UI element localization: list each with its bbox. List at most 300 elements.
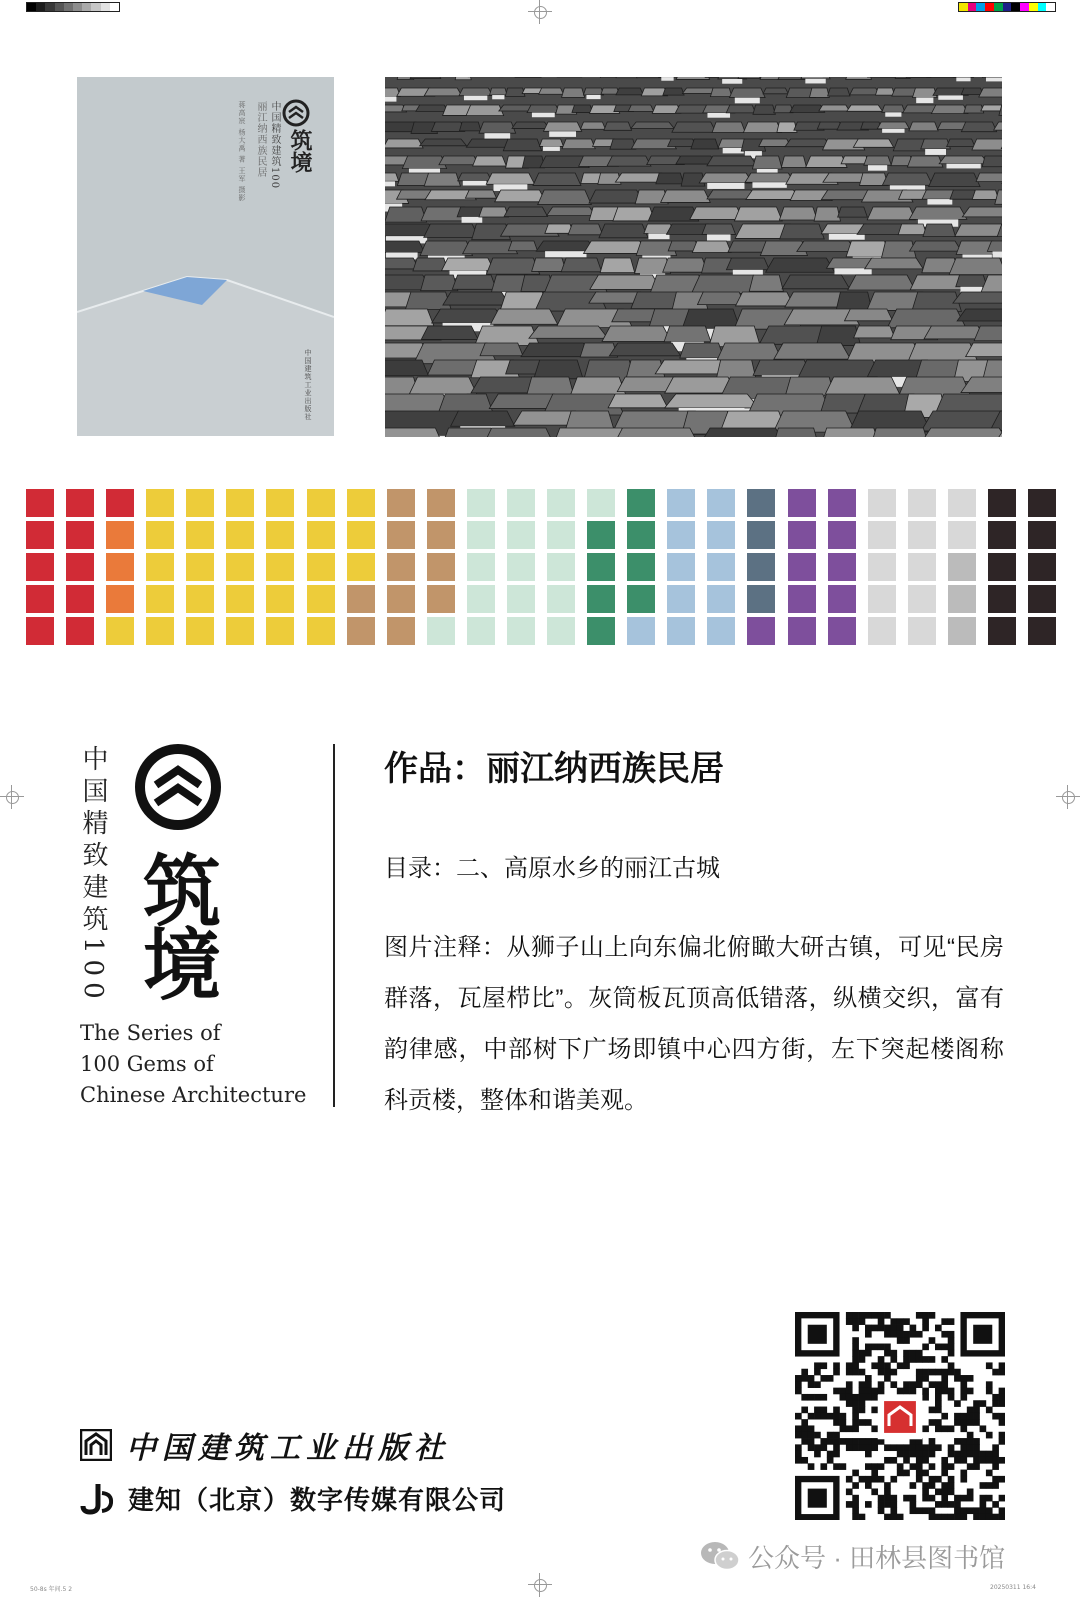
qr-module <box>814 1362 821 1369</box>
qr-module <box>929 1356 936 1363</box>
qr-module <box>890 1507 897 1514</box>
qr-module <box>999 1495 1005 1502</box>
qr-module <box>852 1362 859 1369</box>
roof-tile <box>749 275 783 291</box>
color-step <box>976 3 985 11</box>
qr-module <box>884 1375 891 1382</box>
roof-tile <box>562 139 595 149</box>
qr-module <box>903 1331 910 1338</box>
palette-column <box>507 489 535 645</box>
qr-module <box>922 1312 929 1319</box>
qr-module <box>852 1337 859 1344</box>
qr-module <box>903 1356 910 1363</box>
qr-module <box>980 1495 987 1502</box>
roof-tile <box>608 394 668 408</box>
series-vertical-title: 中国精致建筑100 <box>78 745 108 1005</box>
series-logo-name: 筑境 <box>130 850 221 998</box>
gray-step <box>82 3 91 11</box>
palette-swatch <box>547 521 575 549</box>
qr-module <box>929 1419 936 1426</box>
qr-module <box>808 1413 815 1420</box>
qr-module <box>986 1362 993 1369</box>
roof-tile <box>512 122 549 128</box>
qr-module <box>852 1501 859 1508</box>
qr-module <box>960 1470 967 1477</box>
qr-module <box>999 1413 1005 1420</box>
qr-module <box>871 1470 878 1477</box>
palette-swatch <box>868 489 896 517</box>
qr-module <box>941 1381 948 1388</box>
vertical-divider <box>333 744 335 1107</box>
palette-swatch <box>467 489 495 517</box>
qr-module <box>954 1451 961 1458</box>
roof-tile <box>779 207 817 220</box>
roof-tile <box>801 77 830 79</box>
palette-swatch <box>1028 553 1056 581</box>
qr-module <box>973 1507 980 1514</box>
roof-tile <box>663 258 708 272</box>
qr-module <box>878 1381 885 1388</box>
palette-swatch <box>547 553 575 581</box>
palette-swatch <box>347 553 375 581</box>
roof-tile <box>699 173 752 183</box>
table-of-contents-line: 目录：二、高原水乡的丽江古城 <box>384 855 720 882</box>
palette-column <box>307 489 335 645</box>
registration-mark-right <box>1056 785 1080 809</box>
palette-swatch <box>226 585 254 613</box>
qr-module <box>814 1444 821 1451</box>
qr-module <box>910 1331 917 1338</box>
qr-module <box>833 1369 840 1376</box>
qr-module <box>840 1388 847 1395</box>
photo-caption: 图片注释：从狮子山上向东偏北俯瞰大研古镇，可见“民房群落，瓦屋栉比”。灰筒板瓦顶高低错落，纵横交织，富有韵律感，中部树下广场即镇中心四方街，左下突起楼阁称科贡楼，整体和谐美观。 <box>384 934 1004 1114</box>
qr-module <box>916 1350 923 1357</box>
roof-tile <box>819 105 850 111</box>
gray-step <box>64 3 73 11</box>
palette-column <box>868 489 896 645</box>
roof-tile <box>483 428 554 437</box>
qr-module <box>910 1444 917 1451</box>
roof-tile <box>538 190 592 205</box>
qr-module <box>922 1495 929 1502</box>
roof-tile <box>458 173 492 181</box>
qr-module <box>827 1438 834 1445</box>
qr-module <box>992 1482 999 1489</box>
palette-swatch <box>186 617 214 645</box>
roof-tile <box>766 258 835 272</box>
qr-module <box>827 1451 834 1458</box>
palette-swatch <box>868 617 896 645</box>
qr-module <box>833 1388 840 1395</box>
qr-module <box>865 1394 872 1401</box>
qr-module <box>897 1337 904 1344</box>
qr-module <box>871 1438 878 1445</box>
gray-step <box>91 3 100 11</box>
qr-module <box>903 1350 910 1357</box>
qr-module <box>973 1413 980 1420</box>
qr-module <box>960 1495 967 1502</box>
roof-tile <box>664 326 711 342</box>
palette-swatch <box>988 617 1016 645</box>
palette-swatch <box>66 585 94 613</box>
roof-tile <box>700 428 786 437</box>
palette-swatch <box>427 553 455 581</box>
color-step <box>1003 3 1012 11</box>
qr-module <box>967 1407 974 1414</box>
roof-tile <box>923 224 956 237</box>
white-wall <box>707 234 731 240</box>
palette-swatch <box>387 585 415 613</box>
qr-module <box>795 1457 802 1464</box>
palette-swatch <box>387 553 415 581</box>
qr-module <box>897 1451 904 1458</box>
qr-module <box>973 1419 980 1426</box>
roof-tile <box>602 326 671 341</box>
palette-swatch <box>788 585 816 613</box>
qr-module <box>986 1482 993 1489</box>
roof-tile <box>887 309 966 328</box>
qr-module <box>840 1463 847 1470</box>
qr-module <box>903 1451 910 1458</box>
cover-authors: 蒋高宸 杨大禹 著 王军 摄影 <box>238 101 246 202</box>
roof-tile <box>797 241 856 252</box>
qr-module <box>865 1312 872 1319</box>
qr-module <box>954 1419 961 1426</box>
qr-module <box>916 1375 923 1382</box>
qr-module <box>808 1375 815 1382</box>
qr-module <box>865 1375 872 1382</box>
qr-module <box>935 1419 942 1426</box>
qr-module <box>960 1425 967 1432</box>
palette-swatch <box>788 521 816 549</box>
qr-module <box>935 1501 942 1508</box>
palette-swatch <box>467 521 495 549</box>
white-wall <box>927 199 952 204</box>
white-wall <box>882 129 904 133</box>
roof-tile <box>533 173 581 185</box>
palette-swatch <box>988 585 1016 613</box>
lijiang-rooftops-photo <box>385 77 1002 437</box>
qr-module <box>935 1444 942 1451</box>
qr-code[interactable] <box>795 1312 1005 1520</box>
qr-module <box>871 1344 878 1351</box>
qr-module <box>820 1438 827 1445</box>
roof-tile <box>867 207 915 220</box>
qr-module <box>897 1514 904 1520</box>
qr-module <box>910 1451 917 1458</box>
roof-tile <box>589 190 643 203</box>
roof-tile <box>676 77 710 79</box>
roof-tile <box>752 156 782 169</box>
roof-tile <box>609 343 680 356</box>
roof-tile <box>663 88 684 95</box>
palette-swatch <box>667 553 695 581</box>
qr-module <box>795 1381 802 1388</box>
palette-column <box>226 489 254 645</box>
qr-module <box>859 1400 866 1407</box>
qr-module <box>852 1407 859 1414</box>
palette-swatch <box>1028 617 1056 645</box>
roof-tile <box>385 241 424 252</box>
qr-module <box>801 1369 808 1376</box>
watermark-text: 公众号 · 田林县图书馆 <box>748 1542 1006 1573</box>
gray-calibration-strip <box>26 2 120 12</box>
palette-swatch <box>66 617 94 645</box>
qr-module <box>884 1325 891 1332</box>
qr-module <box>916 1457 923 1464</box>
qr-module <box>999 1362 1005 1369</box>
qr-module <box>960 1476 967 1483</box>
qr-module <box>865 1444 872 1451</box>
palette-swatch <box>26 553 54 581</box>
qr-module <box>948 1476 955 1483</box>
palette-swatch <box>788 553 816 581</box>
qr-module <box>865 1463 872 1470</box>
qr-module <box>852 1413 859 1420</box>
qr-module <box>948 1318 955 1325</box>
roof-tile <box>503 139 541 151</box>
qr-module <box>827 1457 834 1464</box>
qr-module <box>846 1312 853 1319</box>
qr-module <box>948 1451 955 1458</box>
print-code-right: 20250311 16:4 <box>990 1584 1036 1591</box>
color-palette-grid <box>26 489 1056 645</box>
qr-module <box>871 1362 878 1369</box>
qr-module <box>903 1318 910 1325</box>
qr-module <box>871 1312 878 1319</box>
palette-swatch <box>106 585 134 613</box>
qr-module <box>884 1457 891 1464</box>
palette-swatch <box>828 553 856 581</box>
qr-module <box>878 1344 885 1351</box>
qr-module <box>852 1356 859 1363</box>
qr-module <box>903 1337 910 1344</box>
qr-module <box>986 1514 993 1520</box>
roof-tile <box>745 173 794 182</box>
qr-module <box>833 1463 840 1470</box>
white-wall <box>925 149 946 155</box>
cover-logo-icon <box>282 99 310 127</box>
qr-module <box>801 1457 808 1464</box>
qr-module <box>922 1470 929 1477</box>
qr-module <box>954 1375 961 1382</box>
palette-column <box>1028 489 1056 645</box>
qr-module <box>859 1388 866 1395</box>
qr-module <box>801 1432 808 1439</box>
qr-module <box>871 1425 878 1432</box>
roof-tile <box>845 309 893 321</box>
qr-module <box>948 1488 955 1495</box>
qr-module <box>820 1407 827 1414</box>
qr-module <box>999 1457 1005 1464</box>
roof-tile <box>672 122 716 132</box>
qr-module <box>840 1413 847 1420</box>
palette-swatch <box>146 489 174 517</box>
qr-module <box>840 1438 847 1445</box>
qr-module <box>986 1388 993 1395</box>
qr-module <box>922 1388 929 1395</box>
qr-module <box>897 1318 904 1325</box>
qr-module <box>929 1507 936 1514</box>
qr-module <box>820 1362 827 1369</box>
qr-module <box>941 1495 948 1502</box>
cover-publisher: 中国建筑工业出版社 <box>304 349 312 421</box>
roof-tile <box>763 88 788 94</box>
qr-module <box>878 1325 885 1332</box>
qr-module <box>929 1476 936 1483</box>
white-wall <box>986 78 1002 82</box>
roof-tile <box>814 207 840 221</box>
qr-module <box>833 1444 840 1451</box>
qr-module <box>986 1507 993 1514</box>
palette-swatch <box>747 553 775 581</box>
roof-tile <box>385 309 434 326</box>
qr-module <box>980 1482 987 1489</box>
qr-module <box>884 1514 891 1520</box>
palette-swatch <box>226 617 254 645</box>
palette-swatch <box>1028 489 1056 517</box>
qr-module <box>941 1425 948 1432</box>
qr-module <box>878 1369 885 1376</box>
palette-swatch <box>908 521 936 549</box>
qr-module <box>916 1381 923 1388</box>
qr-module <box>795 1432 802 1439</box>
qr-module <box>922 1425 929 1432</box>
roof-tile <box>785 139 830 147</box>
roof-tile <box>466 105 504 116</box>
palette-swatch <box>1028 521 1056 549</box>
white-wall <box>735 98 760 104</box>
palette-swatch <box>627 521 655 549</box>
cover-book-title: 丽江纳西族民居 <box>255 101 266 178</box>
qr-module <box>833 1432 840 1439</box>
qr-module <box>992 1463 999 1470</box>
cover-series: 中国精致建筑100 <box>269 101 280 190</box>
roof-tile <box>875 88 894 95</box>
palette-swatch <box>146 585 174 613</box>
roof-tile <box>424 224 479 237</box>
palette-swatch <box>467 553 495 581</box>
qr-module <box>884 1501 891 1508</box>
qr-module <box>859 1350 866 1357</box>
roof-tile <box>505 88 525 96</box>
qr-module <box>852 1325 859 1332</box>
palette-swatch <box>828 585 856 613</box>
palette-swatch <box>307 617 335 645</box>
palette-swatch <box>627 585 655 613</box>
palette-swatch <box>307 585 335 613</box>
palette-swatch <box>707 521 735 549</box>
qr-module <box>840 1419 847 1426</box>
qr-module <box>871 1476 878 1483</box>
palette-swatch <box>266 521 294 549</box>
roof-tile <box>947 139 975 147</box>
roof-tile <box>882 105 905 112</box>
qr-module <box>840 1425 847 1432</box>
palette-column <box>186 489 214 645</box>
qr-module <box>878 1356 885 1363</box>
cabp-logo-icon <box>80 1429 112 1461</box>
roof-tile <box>590 275 661 289</box>
qr-module <box>999 1419 1005 1426</box>
qr-module <box>878 1388 885 1395</box>
qr-module <box>871 1488 878 1495</box>
qr-module <box>846 1488 853 1495</box>
roof-tile <box>976 173 1002 182</box>
qr-module <box>801 1407 808 1414</box>
palette-swatch <box>66 521 94 549</box>
roof-tile <box>532 258 566 271</box>
palette-column <box>106 489 134 645</box>
white-wall <box>752 182 786 188</box>
palette-swatch <box>106 521 134 549</box>
palette-column <box>547 489 575 645</box>
qr-module <box>910 1495 917 1502</box>
gray-step <box>36 3 45 11</box>
qr-module <box>967 1463 974 1470</box>
roof-tile <box>385 360 428 375</box>
white-wall <box>938 95 963 99</box>
palette-column <box>26 489 54 645</box>
qr-module <box>795 1413 802 1420</box>
roof-tile <box>953 292 1002 303</box>
qr-module <box>865 1451 872 1458</box>
roof-tile <box>495 190 546 202</box>
qr-module <box>973 1514 980 1520</box>
gray-step <box>101 3 110 11</box>
qr-module <box>801 1425 808 1432</box>
qr-module <box>808 1444 815 1451</box>
qr-module <box>852 1350 859 1357</box>
qr-module <box>948 1388 955 1395</box>
qr-module <box>890 1369 897 1376</box>
palette-swatch <box>627 489 655 517</box>
roof-tile <box>416 105 448 111</box>
gray-step <box>55 3 64 11</box>
qr-module <box>846 1394 853 1401</box>
roof-tile <box>707 156 757 166</box>
roof-tile <box>583 88 603 95</box>
qr-module <box>941 1514 948 1520</box>
palette-column <box>587 489 615 645</box>
qr-module <box>948 1350 955 1357</box>
rooftops-illustration <box>385 77 1002 437</box>
qr-module <box>929 1438 936 1445</box>
book-cover-image <box>77 77 334 436</box>
qr-module <box>992 1394 999 1401</box>
qr-module <box>910 1388 917 1395</box>
qr-module <box>795 1444 802 1451</box>
qr-module <box>967 1495 974 1502</box>
work-title: 作品：丽江纳西族民居 <box>384 750 724 788</box>
qr-module <box>948 1482 955 1489</box>
palette-column <box>467 489 495 645</box>
qr-module <box>852 1344 859 1351</box>
qr-module <box>897 1331 904 1338</box>
palette-swatch <box>948 585 976 613</box>
palette-swatch <box>507 617 535 645</box>
roof-tile <box>848 275 915 290</box>
qr-module <box>999 1476 1005 1483</box>
roof-tile <box>982 77 1002 78</box>
qr-module <box>878 1476 885 1483</box>
qr-module <box>929 1381 936 1388</box>
qr-module <box>916 1463 923 1470</box>
white-wall <box>993 251 1002 257</box>
qr-module <box>980 1451 987 1458</box>
color-step <box>1038 3 1047 11</box>
qr-module <box>903 1495 910 1502</box>
